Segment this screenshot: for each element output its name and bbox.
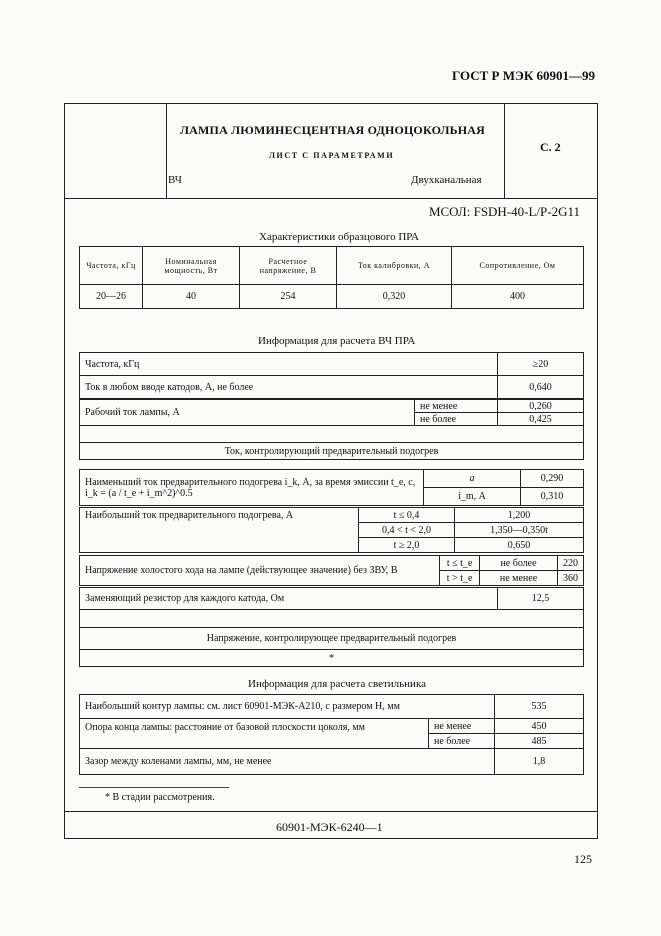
value-cell: 254	[240, 285, 337, 309]
max-cond: 0,4 < t < 2,0	[359, 523, 455, 538]
max-cond: t ≥ 2,0	[359, 538, 455, 553]
hf-info-table	[79, 352, 584, 399]
sheet-title: ЛАМПА ЛЮМИНЕСЦЕНТНАЯ ОДНОЦОКОЛЬНАЯ	[180, 123, 486, 137]
blank-row	[80, 426, 584, 443]
ocv-value: 220	[558, 556, 584, 571]
resistor-table	[79, 587, 584, 667]
luminaire-caption: Информация для расчета светильника	[248, 678, 426, 690]
support-max-label: не более	[429, 734, 495, 749]
footnote: * В стадии рассмотрения.	[105, 792, 215, 803]
ref-ballast-table	[79, 246, 584, 309]
ocv-limit: не более	[480, 556, 558, 571]
page-number: 125	[574, 852, 592, 866]
work-current-table	[79, 399, 584, 460]
min-preheat-text: Наименьший ток предварительного подогрева i_k, А, за время эмиссии t_e, с, i_k = (a / t_e + i_m^2)^0.5	[85, 476, 416, 499]
header-cell: Номинальная мощность, Вт	[143, 247, 240, 285]
standard-number: ГОСТ Р МЭК 60901—99	[452, 68, 595, 83]
lamp-designation: МСОЛ: FSDH-40-L/P-2G11	[428, 204, 580, 219]
max-value: 0,650	[455, 538, 584, 553]
work-max-label: не более	[415, 413, 498, 426]
header-cell: Ток калибровки, А	[337, 247, 452, 285]
footnote-rule	[79, 787, 229, 788]
luminaire-table	[79, 694, 584, 775]
ocv-value: 360	[558, 571, 584, 586]
support-min-label: не менее	[429, 719, 495, 734]
title-divider-left	[166, 103, 167, 199]
blank-row	[80, 610, 584, 628]
max-preheat-table	[79, 507, 584, 553]
sheet-subtitle: ЛИСТ С ПАРАМЕТРАМИ	[269, 151, 395, 160]
coef-im-value: 0,310	[521, 488, 584, 506]
table-row	[80, 285, 584, 309]
max-preheat-label: Наибольший ток предварительного подогрева, А	[80, 508, 359, 553]
sheet-number: 60901-МЭК-6240—1	[276, 820, 383, 834]
resistor-value: 12,5	[498, 588, 584, 610]
value-cell: 0,320	[337, 285, 452, 309]
hf-label: ВЧ	[168, 174, 182, 186]
voltage-value: *	[80, 650, 584, 667]
sheet-index: С. 2	[540, 140, 561, 154]
contour-label: Наибольший контур лампы: см. лист 60901-МЭК-А210, с размером H, мм	[80, 695, 495, 719]
work-current-label: Рабочий ток лампы, А	[80, 400, 415, 426]
min-preheat-label	[80, 470, 424, 506]
header-cell: Сопротивление, Ом	[452, 247, 584, 285]
ocv-cond: t ≤ t_e	[440, 556, 480, 571]
table-header-row	[80, 247, 584, 285]
voltage-caption: Напряжение, контролирующее предварительный подогрев	[80, 628, 584, 650]
support-label: Опора конца лампы: расстояние от базовой плоскости цоколя, мм	[80, 719, 429, 749]
max-value: 1,200	[455, 508, 584, 523]
preheat-caption: Ток, контролирующий предварительный подогрев	[80, 443, 584, 460]
support-max-value: 485	[495, 734, 584, 749]
support-min-value: 450	[495, 719, 584, 734]
gap-value: 1,8	[495, 749, 584, 775]
ocv-table	[79, 555, 584, 586]
coef-im-label: i_m, А	[424, 488, 521, 506]
coef-a-label: a	[424, 470, 521, 488]
ocv-limit: не менее	[480, 571, 558, 586]
work-min-value: 0,260	[498, 400, 584, 413]
footer-rule	[64, 811, 598, 812]
min-preheat-table	[79, 469, 584, 506]
hf-info-caption: Информация для расчета ВЧ ПРА	[258, 335, 416, 347]
channel-label: Двухканальная	[411, 174, 482, 186]
gap-label: Зазор между коленами лампы, мм, не менее	[80, 749, 495, 775]
cathode-label: Ток в любом вводе катодов, А, не более	[80, 376, 498, 399]
work-max-value: 0,425	[498, 413, 584, 426]
max-cond: t ≤ 0,4	[359, 508, 455, 523]
ocv-cond: t > t_e	[440, 571, 480, 586]
header-cell: Частота, кГц	[80, 247, 143, 285]
freq-value: ≥20	[498, 353, 584, 376]
ocv-label: Напряжение холостого хода на лампе (действующее значение) без ЗВУ, В	[80, 556, 440, 586]
value-cell: 400	[452, 285, 584, 309]
contour-value: 535	[495, 695, 584, 719]
freq-label: Частота, кГц	[80, 353, 498, 376]
value-cell: 40	[143, 285, 240, 309]
header-cell: Расчетное напряжение, В	[240, 247, 337, 285]
value-cell: 20—26	[80, 285, 143, 309]
cathode-value: 0,640	[498, 376, 584, 399]
ref-ballast-caption: Характеристики образцового ПРА	[259, 231, 419, 243]
title-bottom-rule	[64, 198, 598, 199]
coef-a-value: 0,290	[521, 470, 584, 488]
resistor-label: Заменяющий резистор для каждого катода, Ом	[80, 588, 498, 610]
title-divider-right	[504, 103, 505, 199]
work-min-label: не менее	[415, 400, 498, 413]
max-value: 1,350—0,350t	[455, 523, 584, 538]
